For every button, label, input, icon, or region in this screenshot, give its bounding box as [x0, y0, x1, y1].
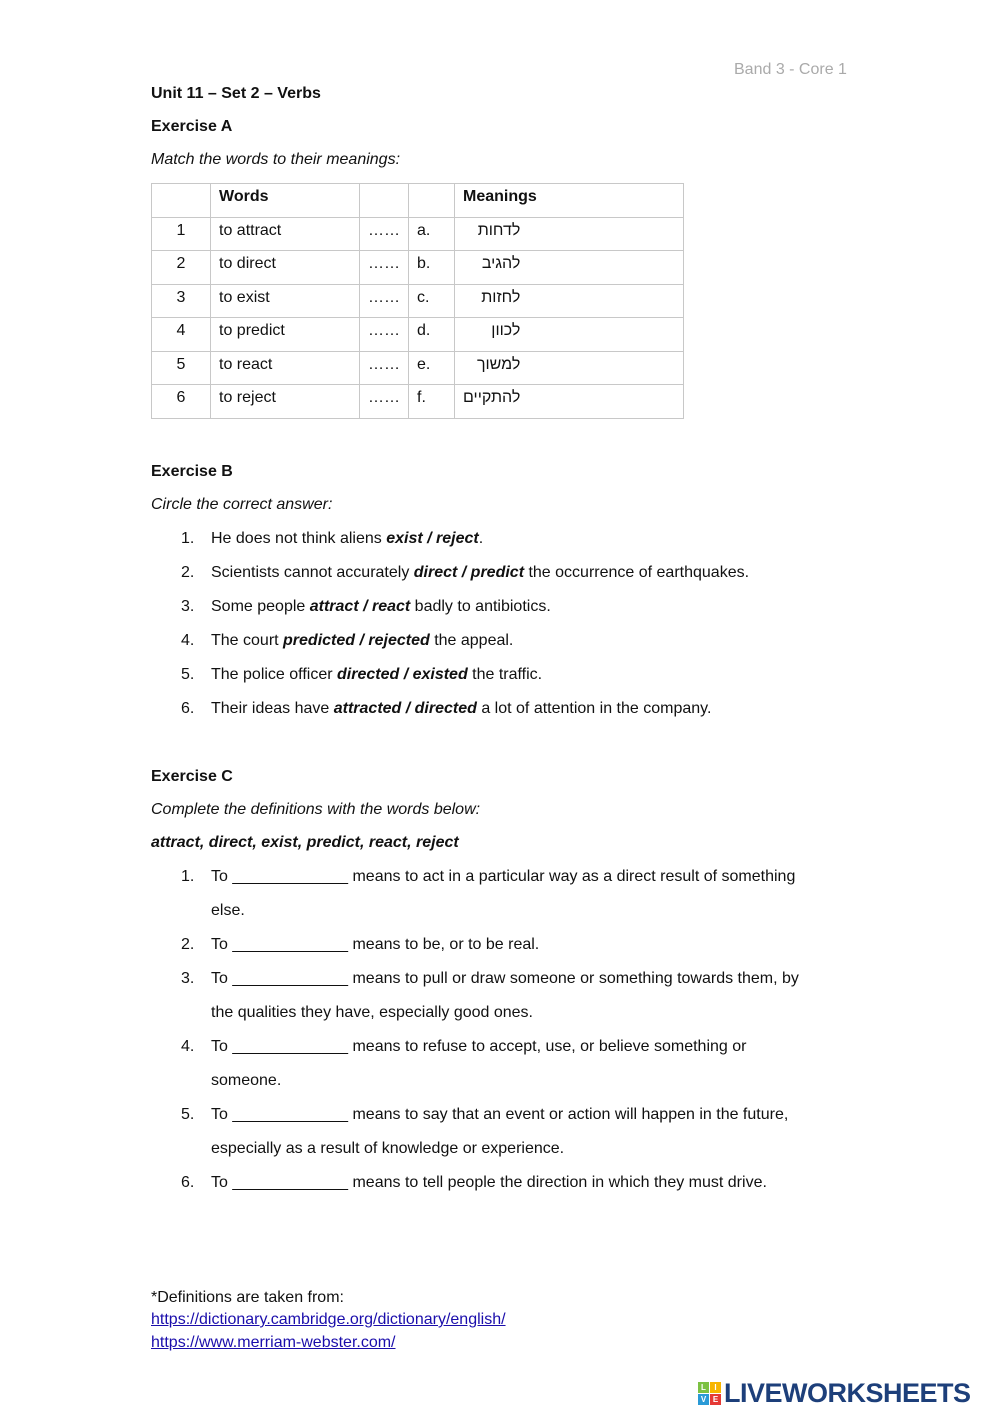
exercise-b-item — [181, 666, 542, 684]
exercise-b-heading: Exercise B — [151, 463, 233, 480]
row-word: to attract — [211, 217, 360, 251]
item-text: He does not think aliens — [211, 530, 387, 547]
row-word: to exist — [211, 284, 360, 318]
item-number: 1. — [181, 868, 195, 885]
exercise-b-item — [181, 700, 711, 718]
exercise-c-item — [181, 1106, 788, 1124]
table-row — [152, 251, 684, 285]
table-row — [152, 318, 684, 352]
item-text: the appeal. — [429, 632, 514, 649]
definition-text[interactable]: To _____________ means to say that an event or action will happen in the future, — [211, 1106, 789, 1123]
row-number: 2 — [152, 251, 211, 285]
row-meaning: לחזות — [455, 284, 684, 318]
exercise-c-heading: Exercise C — [151, 768, 233, 785]
exercise-b-item — [181, 632, 513, 650]
answer-blank[interactable]: …… — [360, 217, 409, 251]
exercise-c-item — [181, 970, 799, 988]
matching-table — [151, 183, 684, 419]
row-letter: b. — [409, 251, 455, 285]
item-text: The police officer — [211, 666, 337, 683]
definition-continuation: someone. — [211, 1072, 282, 1089]
exercise-a-instruction: Match the words to their meanings: — [151, 151, 401, 168]
row-meaning: לדחות — [455, 217, 684, 251]
item-text: Scientists cannot accurately — [211, 564, 414, 581]
table-row — [152, 351, 684, 385]
table-row — [152, 284, 684, 318]
item-number: 5. — [181, 666, 195, 683]
item-text: the traffic. — [467, 666, 543, 683]
item-number: 6. — [181, 700, 195, 717]
item-number: 4. — [181, 632, 195, 649]
col-meanings: Meanings — [455, 184, 684, 218]
item-number: 3. — [181, 598, 195, 615]
row-letter: c. — [409, 284, 455, 318]
row-meaning: למשוך — [455, 351, 684, 385]
definition-text[interactable]: To _____________ means to be, or to be real. — [211, 936, 540, 953]
row-letter: e. — [409, 351, 455, 385]
row-letter: f. — [409, 385, 455, 419]
item-number: 2. — [181, 936, 195, 953]
item-text: Their ideas have — [211, 700, 334, 717]
row-word: to direct — [211, 251, 360, 285]
exercise-b-item — [181, 598, 551, 616]
exercise-b-instruction: Circle the correct answer: — [151, 496, 333, 513]
item-number: 3. — [181, 970, 195, 987]
logo-squares-icon: L I V E — [698, 1382, 721, 1405]
item-number: 5. — [181, 1106, 195, 1123]
exercise-c-item — [181, 868, 795, 886]
footer-note: *Definitions are taken from: — [151, 1289, 344, 1306]
answer-choice[interactable]: directed / existed — [337, 666, 468, 683]
row-meaning: להגיב — [455, 251, 684, 285]
item-text: the occurrence of earthquakes. — [524, 564, 750, 581]
exercise-b-item — [181, 564, 749, 582]
row-word: to react — [211, 351, 360, 385]
definition-text[interactable]: To _____________ means to refuse to accept, use, or believe something or — [211, 1038, 747, 1055]
col-words: Words — [211, 184, 360, 218]
exercise-a-heading: Exercise A — [151, 118, 233, 135]
row-word: to predict — [211, 318, 360, 352]
row-word: to reject — [211, 385, 360, 419]
row-number: 1 — [152, 217, 211, 251]
row-number: 5 — [152, 351, 211, 385]
definition-text[interactable]: To _____________ means to act in a particular way as a direct result of something — [211, 868, 796, 885]
exercise-c-item — [181, 1038, 746, 1056]
word-bank: attract, direct, exist, predict, react, reject — [151, 834, 459, 851]
band-label: Band 3 - Core 1 — [734, 61, 847, 78]
item-text: a lot of attention in the company. — [476, 700, 712, 717]
logo-text: LIVEWORKSHEETS — [724, 1378, 971, 1408]
definition-text[interactable]: To _____________ means to pull or draw someone or something towards them, by — [211, 970, 799, 987]
liveworksheets-logo — [698, 1378, 971, 1409]
item-text: . — [478, 530, 484, 547]
definition-continuation: especially as a result of knowledge or experience. — [211, 1140, 565, 1157]
item-number: 1. — [181, 530, 195, 547]
table-header-row — [152, 184, 684, 218]
definition-continuation: else. — [211, 902, 245, 919]
item-text: badly to antibiotics. — [410, 598, 551, 615]
row-meaning: להתקיים — [455, 385, 684, 419]
answer-blank[interactable]: …… — [360, 251, 409, 285]
row-letter: d. — [409, 318, 455, 352]
item-number: 2. — [181, 564, 195, 581]
row-number: 6 — [152, 385, 211, 419]
row-meaning: לכוון — [455, 318, 684, 352]
cambridge-link[interactable]: https://dictionary.cambridge.org/dictionary/english/ — [151, 1311, 506, 1328]
definition-continuation: the qualities they have, especially good ones. — [211, 1004, 533, 1021]
answer-blank[interactable]: …… — [360, 351, 409, 385]
answer-choice[interactable]: direct / predict — [413, 564, 525, 581]
row-number: 4 — [152, 318, 211, 352]
answer-choice[interactable]: attract / react — [309, 598, 411, 615]
answer-choice[interactable]: predicted / rejected — [283, 632, 430, 649]
item-number: 6. — [181, 1174, 195, 1191]
page-title: Unit 11 – Set 2 – Verbs — [151, 85, 321, 102]
answer-choice[interactable]: exist / reject — [386, 530, 479, 547]
item-text: The court — [211, 632, 284, 649]
exercise-c-item — [181, 1174, 767, 1192]
answer-choice[interactable]: attracted / directed — [333, 700, 477, 717]
exercise-b-item — [181, 530, 483, 548]
table-row — [152, 385, 684, 419]
answer-blank[interactable]: …… — [360, 284, 409, 318]
table-row — [152, 217, 684, 251]
row-letter: a. — [409, 217, 455, 251]
answer-blank[interactable]: …… — [360, 385, 409, 419]
item-text: Some people — [211, 598, 310, 615]
definition-text[interactable]: To _____________ means to tell people the direction in which they must drive. — [211, 1174, 767, 1191]
item-number: 4. — [181, 1038, 195, 1055]
exercise-c-item — [181, 936, 539, 954]
row-number: 3 — [152, 284, 211, 318]
answer-blank[interactable]: …… — [360, 318, 409, 352]
exercise-c-instruction: Complete the definitions with the words below: — [151, 801, 481, 818]
merriam-webster-link[interactable]: https://www.merriam-webster.com/ — [151, 1334, 396, 1351]
